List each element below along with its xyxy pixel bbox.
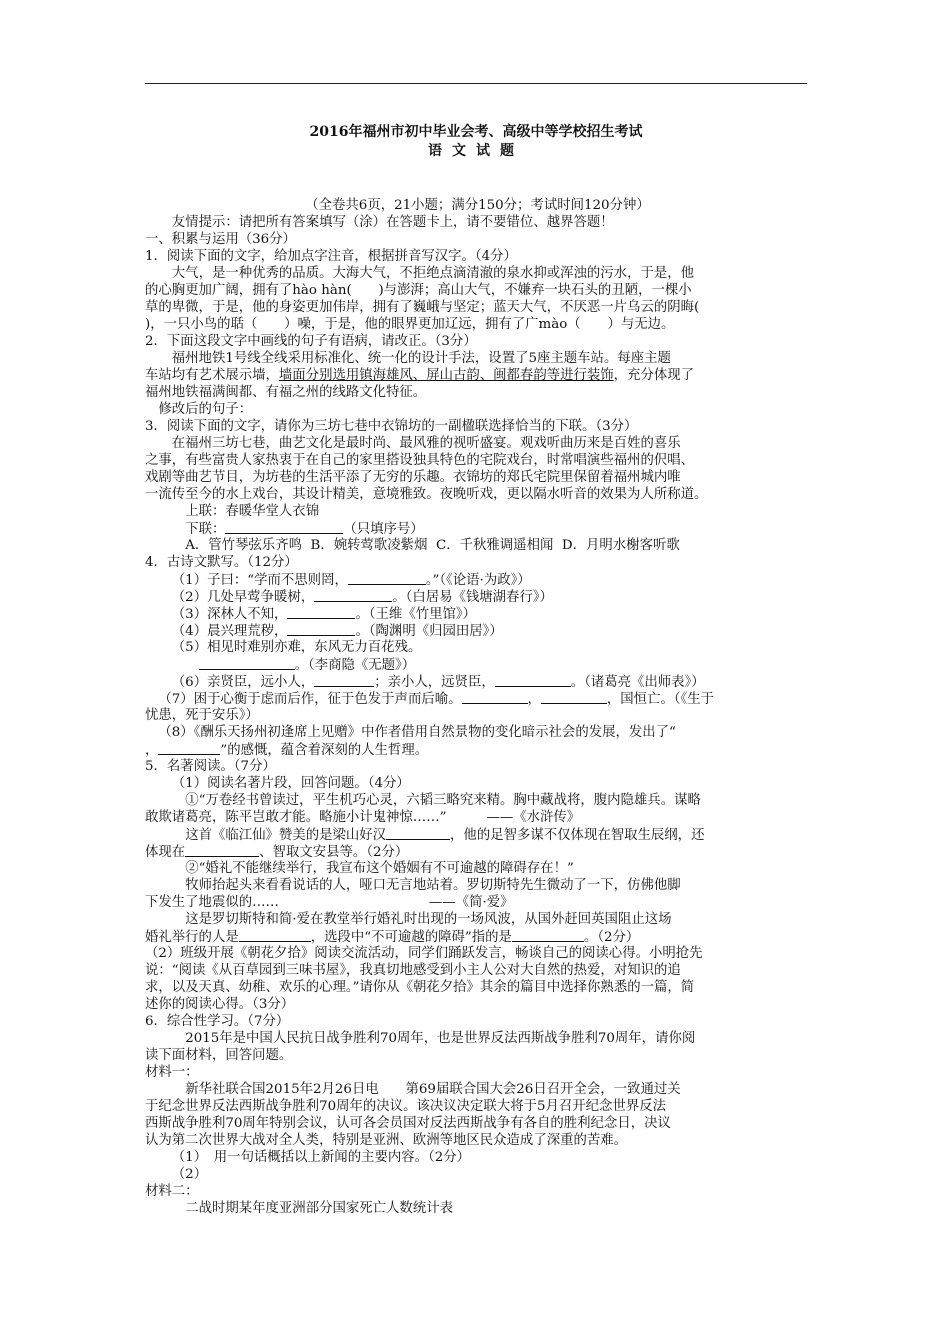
poem-item: （8）《酬乐天扬州初逢席上见赠》中作者借用自然景物的变化暗示社会的发展，发出了“	[158, 725, 676, 740]
option-c[interactable]: C．千秋雅调遥相闻	[435, 538, 554, 553]
q2-answer-label: 修改后的句子：	[158, 402, 253, 417]
poem-item: （4）晨兴理荒秽， 。（陶渊明《归园田居》）	[171, 624, 503, 639]
q5-question-line: 这是罗切斯特和简·爱在教堂举行婚礼时出现的一场风波，从国外赶回英国阻止这场	[185, 912, 672, 927]
poem-item: （1）子曰：“学而不思则罔， 。”（《论语·为政》）	[171, 573, 531, 588]
q6-intro-line: 2015年是中国人民抗日战争胜利70周年，也是世界反法西斯战争胜利70周年，请你阅	[185, 1031, 696, 1046]
answer-blank[interactable]	[512, 928, 584, 942]
q2-text-line: 福州地铁1号线全线采用标准化、统一化的设计手法，设置了5座主题车站。每座主题	[171, 351, 671, 366]
material-1-line: 认为第二次世界大战对全人类，特别是亚洲、欧洲等地区民众造成了深重的苦难。	[145, 1133, 628, 1148]
material-1-line: 新华社联合国2015年2月26日电 第69届联合国大会26日召开全会，一致通过关	[185, 1082, 681, 1097]
option-b[interactable]: B．婉转莺歌凌紫烟	[310, 538, 428, 553]
q3-text-line: 一流传至今的水上戏台，其设计精美，意境雅致。夜晚听戏，更以隔水听音的效果为人所称道。	[145, 487, 708, 502]
header-rule	[145, 83, 807, 84]
upper-couplet: 上联：春暖华堂人衣锦	[185, 504, 320, 519]
answer-blank[interactable]	[314, 588, 392, 602]
answer-blank[interactable]	[541, 690, 607, 704]
q5-sub2-line: 述你的阅读心得。（3分）	[145, 997, 295, 1012]
q5-question-line: 体现在 、智取文安县等。（2分）	[145, 845, 409, 860]
answer-blank[interactable]	[225, 520, 343, 534]
q6-sub2: （2）	[171, 1167, 208, 1182]
q1-text-line: 的心胸更加广阔，拥有了hào hàn( )与澎湃；高山大气，不嫌弃一块石头的丑陋，一棵小	[145, 283, 692, 298]
q5-sub2-line: 求，以及天真、幼稚、欢乐的心理。”请你从《朝花夕拾》其余的篇目中选择你熟悉的一篇，简	[145, 980, 695, 995]
poem-item: 。（李商隐《无题》）	[145, 656, 810, 673]
q5-passage-line: ②“婚礼不能继续举行，我宣布这个婚姻有不可逾越的障碍存在！”	[185, 861, 574, 876]
table-caption: 二战时期某年度亚洲部分国家死亡人数统计表	[185, 1201, 453, 1216]
q2-text-line: 福州地铁福满闽都、有福之州的线路文化特征。	[145, 385, 427, 400]
q5-question-line: 这首《临江仙》赞美的是梁山好汉 ，他的足智多谋不仅体现在智取生辰纲，还	[185, 828, 705, 843]
q5-passage-line: ①“万卷经书曾读过，平生机巧心灵，六韬三略究来精。胸中藏战将，腹内隐雄兵。谋略	[185, 793, 701, 808]
exam-title: 2016年福州市初中毕业会考、高级中等学校招生考试	[309, 124, 643, 140]
lower-couplet: 下联： （只填序号）	[185, 522, 424, 537]
answer-blank[interactable]	[185, 843, 259, 857]
q1-text-line: )，一只小鸟的聒（ ）噪，于是，他的眼界更加辽远，拥有了广mào（ ）与无边。	[145, 317, 675, 332]
answer-blank[interactable]	[495, 673, 571, 687]
question-3-stem: 3．阅读下面的文字，请你为三坊七巷中衣锦坊的一副楹联选择恰当的下联。（3分）	[145, 419, 638, 434]
question-4-stem: 4．古诗文默写。（12分）	[145, 555, 298, 570]
answer-blank[interactable]	[348, 571, 426, 585]
material-1-line: 西斯战争胜利70周年特别会议，认可各会员国对反法西斯战争有各自的胜利纪念日，决议	[145, 1116, 671, 1131]
option-a[interactable]: A．管竹琴弦乐齐鸣	[185, 538, 302, 553]
material-1-line: 于纪念世界反法西斯战争胜利70周年的决议。该决议决定联大将于5月召开纪念世界反法	[145, 1099, 667, 1114]
q6-intro-line: 读下面材料，回答问题。	[145, 1048, 293, 1063]
answer-blank[interactable]	[314, 673, 374, 687]
q3-text-line: 在福州三坊七巷，曲艺文化是最时尚、最风雅的视听盛宴。观戏听曲历来是百姓的喜乐	[171, 436, 681, 451]
question-2-stem: 2．下面这段文字中画线的句子有语病，请改正。（3分）	[145, 334, 477, 349]
poem-item: （3）深林人不知， 。（王维《竹里馆》）	[171, 607, 476, 622]
q5-passage-line: 敢欺诸葛亮，陈平岂敢才能。略施小计鬼神惊……” ——《水浒传》	[145, 810, 581, 825]
q5-sub2-line: （2）班级开展《朝花夕拾》阅读交流活动，同学们踊跃发言，畅谈自己的阅读心得。小明抢先	[145, 946, 703, 961]
poem-item: ， ”的感慨，蕴含着深刻的人生哲理。	[145, 743, 429, 758]
q5-question-line: 婚礼举行的人是 ，选段中“不可逾越的障碍”指的是 。（2分）	[145, 930, 640, 945]
option-d[interactable]: D．月明水榭客听歌	[561, 538, 680, 553]
question-6-stem: 6．综合性学习。（7分）	[145, 1014, 290, 1029]
answer-blank[interactable]	[239, 928, 311, 942]
poem-item: （6）亲贤臣，远小人， ；亲小人，远贤臣， 。（诸葛亮《出师表》）	[171, 675, 705, 690]
poem-item: （5）相见时难别亦难，东风无力百花残。	[171, 640, 422, 655]
q2-text-line: 车站均有艺术展示墙，墙面分别选用镇海雄风、屏山古韵、闽都春韵等进行装饰，充分体现了	[145, 368, 695, 383]
exam-info: （全卷共6页，21小题；满分150分；考试时间120分钟）	[305, 198, 650, 213]
poem-item: （2）几处早莺争暖树， 。（白居易《钱塘湖春行》）	[171, 590, 553, 605]
q5-sub1: （1）阅读名著片段，回答问题。（4分）	[171, 776, 410, 791]
answer-blank[interactable]	[462, 690, 528, 704]
q3-text-line: 之事，有些富贵人家热衷于在自己的家里搭设独具特色的宅院戏台，时常唱演些福州的伬唱、	[145, 453, 695, 468]
q5-sub2-line: 说：“阅读《从百草园到三味书屋》，我真切地感受到小主人公对大自然的热爱，对知识的追	[145, 963, 681, 978]
q3-text-line: 戏剧等曲艺节目，为坊巷的生活平添了无穷的乐趣。衣锦坊的郑氏宅院里保留着福州城内唯	[145, 470, 681, 485]
q1-text-line: 大气，是一种优秀的品质。大海大气，不拒绝点滴清澈的泉水抑或浑浊的污水，于是，他	[171, 266, 695, 281]
q5-passage-line: 下发生了地震似的…… ——《简·爱》	[145, 895, 514, 910]
exam-subject: 语文试题	[428, 143, 524, 159]
answer-blank[interactable]	[287, 605, 355, 619]
q6-sub1: （1） 用一句话概括以上新闻的主要内容。（2分）	[171, 1150, 471, 1165]
answer-blank[interactable]	[287, 622, 355, 636]
exam-body	[145, 197, 810, 1217]
question-5-stem: 5．名著阅读。（7分）	[145, 759, 276, 774]
friendly-tip: 友情提示：请把所有答案填写（涂）在答题卡上，请不要错位、越界答题！	[171, 215, 614, 230]
answer-blank[interactable]	[386, 826, 450, 840]
q1-text-line: 草的卑微，于是，他的身姿更加伟岸，拥有了巍峨与坚定；蓝天大气，不厌恶一片乌云的阴晦(	[145, 300, 700, 315]
underlined-sentence: 墙面分别选用镇海雄风、屏山古韵、闽都春韵等进行装饰	[278, 368, 614, 383]
answer-blank[interactable]	[158, 741, 220, 755]
poem-item: （7）困于心衡于虑而后作，征于色发于声而后喻。 ， ，国恒亡。（《生于	[158, 692, 715, 707]
answer-blank[interactable]	[199, 656, 295, 670]
material-2-label: 材料二：	[145, 1184, 199, 1199]
section-heading: 一、积累与运用（36分）	[145, 232, 296, 247]
material-1-label: 材料一：	[145, 1065, 199, 1080]
q5-passage-line: 牧师抬起头来看看说话的人，哑口无言地站着。罗切斯特先生微动了一下，仿佛他脚	[185, 878, 681, 893]
couplet-options	[145, 537, 810, 554]
question-1-stem: 1．阅读下面的文字，给加点字注音，根据拼音写汉字。（4分）	[145, 249, 517, 264]
poem-item: 忧患，死于安乐》）	[145, 708, 259, 723]
